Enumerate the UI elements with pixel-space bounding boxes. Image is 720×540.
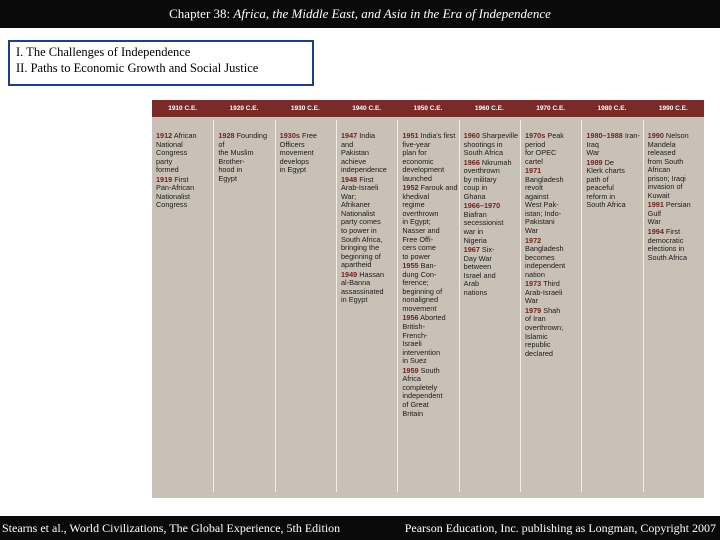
timeline-event <box>525 307 581 358</box>
event-description: Peak period for OPEC cartel <box>525 131 564 166</box>
decade-label: 1930 C.E. <box>290 105 320 112</box>
event-year: 1966–1970 <box>463 201 501 211</box>
event-year: 1912 <box>156 131 173 140</box>
copyright-text: Pearson Education, Inc. publishing as Longman, Copyright 2007 <box>404 521 716 535</box>
event-year: 1989 <box>586 157 603 167</box>
timeline-event <box>464 202 520 245</box>
timeline-event <box>402 132 458 183</box>
event-description: Founding of the Muslim Brother- hood in Egypt <box>218 131 268 183</box>
event-description: Nkrumah overthrown by military coup in Ghana <box>463 157 512 201</box>
event-year: 1966 <box>463 157 480 167</box>
event-description: African National Congress party formed <box>156 131 197 175</box>
event-year: 1970s <box>525 131 546 140</box>
decade-label: 1960 C.E. <box>474 105 504 112</box>
timeline-column <box>520 120 581 492</box>
event-year: 1952 <box>402 183 419 193</box>
event-year: 1956 <box>402 313 419 323</box>
timeline-event <box>402 262 458 313</box>
timeline-column <box>397 120 458 492</box>
timeline-event <box>156 176 213 210</box>
citation-text: Stearns et al., World Civilizations, The Global Experience, 5th Edition <box>2 521 341 535</box>
event-year: 1990 <box>647 131 664 140</box>
event-year: 1994 <box>647 227 664 237</box>
timeline-event <box>464 132 520 158</box>
event-year: 1971 <box>525 166 542 176</box>
timeline-column <box>459 120 520 492</box>
event-year: 1973 <box>525 279 542 289</box>
timeline-event <box>341 132 397 175</box>
event-description: Bangladesh becomes independent nation <box>525 244 566 279</box>
timeline-event <box>280 132 336 175</box>
timeline-event <box>648 228 704 262</box>
timeline-event <box>341 271 397 305</box>
event-description: South Africa completely independent of Great Britain <box>402 365 443 418</box>
timeline-event <box>525 167 581 235</box>
event-description: Hassan al-Banna assassinated in Egypt <box>341 269 385 305</box>
timeline-event <box>525 237 581 280</box>
decade-label: 1990 C.E. <box>658 105 688 112</box>
event-description: Biafran secessionist war in Nigeria <box>463 209 504 245</box>
decade-label: 1920 C.E. <box>229 105 259 112</box>
event-description: First democratic elections in South Africa <box>647 227 688 262</box>
timeline-event <box>648 201 704 227</box>
timeline-chart <box>152 100 704 498</box>
event-year: 1959 <box>402 365 419 375</box>
timeline-event <box>402 184 458 261</box>
timeline-column <box>152 120 213 492</box>
timeline-event <box>464 159 520 202</box>
event-year: 1948 <box>341 174 358 184</box>
event-description: Farouk and khedival regime overthrown in Egypt; Nasser and Free Offi- cers come to power <box>402 183 458 261</box>
event-year: 1955 <box>402 261 419 271</box>
outline-item-1: I. The Challenges of Independence <box>16 45 191 59</box>
event-description: Aborted British- French- Israeli intervention in Suez <box>402 313 446 366</box>
decade-label: 1910 C.E. <box>168 105 198 112</box>
timeline-event <box>402 314 458 365</box>
event-year: 1991 <box>647 200 664 210</box>
timeline-event <box>218 132 274 183</box>
event-year: 1949 <box>341 269 358 279</box>
event-description: India's first five-year plan for economic development launched <box>402 131 456 183</box>
event-description: Persian Gulf War <box>647 200 691 227</box>
timeline-event <box>525 280 581 306</box>
event-description: Third Arab-Israeli War <box>525 279 563 306</box>
event-description: Shah of Iran overthrown; Islamic republic declared <box>525 305 564 358</box>
chapter-title: Africa, the Middle East, and Asia in the Era of Independence <box>233 6 551 21</box>
timeline-event <box>341 176 397 270</box>
event-description: First Pan-African Nationalist Congress <box>156 174 195 210</box>
outline-box <box>8 40 314 86</box>
event-year: 1919 <box>156 174 173 184</box>
event-year: 1980–1988 <box>586 131 623 140</box>
event-year: 1960 <box>463 131 480 140</box>
timeline-column <box>213 120 274 492</box>
event-description: Free Officers movement develops in Egypt <box>279 131 317 175</box>
event-description: De Klerk charts path of peaceful reform in South Africa <box>586 157 626 210</box>
slide-footer <box>0 516 720 540</box>
event-year: 1972 <box>525 235 542 245</box>
event-description: Six- Day War between Israel and Arab nations <box>463 245 496 297</box>
timeline-event <box>648 132 704 200</box>
decade-label: 1940 C.E. <box>352 105 382 112</box>
timeline-event <box>156 132 213 175</box>
decade-label: 1950 C.E. <box>413 105 443 112</box>
timeline-column <box>581 120 642 492</box>
timeline-event <box>586 132 642 158</box>
event-description: Ban- dung Con- ference; beginning of nonaligned movement <box>402 261 443 313</box>
slide-header <box>0 0 720 28</box>
timeline-event <box>464 246 520 297</box>
timeline-column <box>336 120 397 492</box>
event-year: 1967 <box>463 245 480 255</box>
timeline-decade-bar <box>152 100 704 117</box>
decade-label: 1980 C.E. <box>597 105 627 112</box>
decade-label: 1970 C.E. <box>536 105 566 112</box>
event-description: Bangladesh revolt against West Pak- istan; Indo- Pakistani War <box>525 174 564 236</box>
event-year: 1951 <box>402 131 419 140</box>
event-year: 1928 <box>218 131 235 140</box>
event-year: 1947 <box>341 131 358 140</box>
timeline-column <box>275 120 336 492</box>
chapter-label: Chapter 38: <box>169 6 234 21</box>
event-description: Iran-Iraq War <box>586 131 640 158</box>
timeline-event <box>586 159 642 210</box>
timeline-event <box>525 132 581 166</box>
event-year: 1930s <box>279 131 300 140</box>
timeline-column <box>643 120 704 492</box>
event-description: First Arab-Israeli War; Afrikaner Nationalist party comes to power in South Africa, bringing the beginning of apartheid <box>341 174 383 270</box>
outline-item-2: II. Paths to Economic Growth and Social Justice <box>16 61 259 75</box>
event-description: India and Pakistan achieve independence <box>341 131 387 175</box>
timeline-event <box>402 367 458 418</box>
event-description: Sharpeville shootings in South Africa <box>463 131 519 158</box>
event-year: 1979 <box>525 305 542 315</box>
event-description: Nelson Mandela released from South African prison; Iraqi invasion of Kuwait <box>647 131 689 200</box>
